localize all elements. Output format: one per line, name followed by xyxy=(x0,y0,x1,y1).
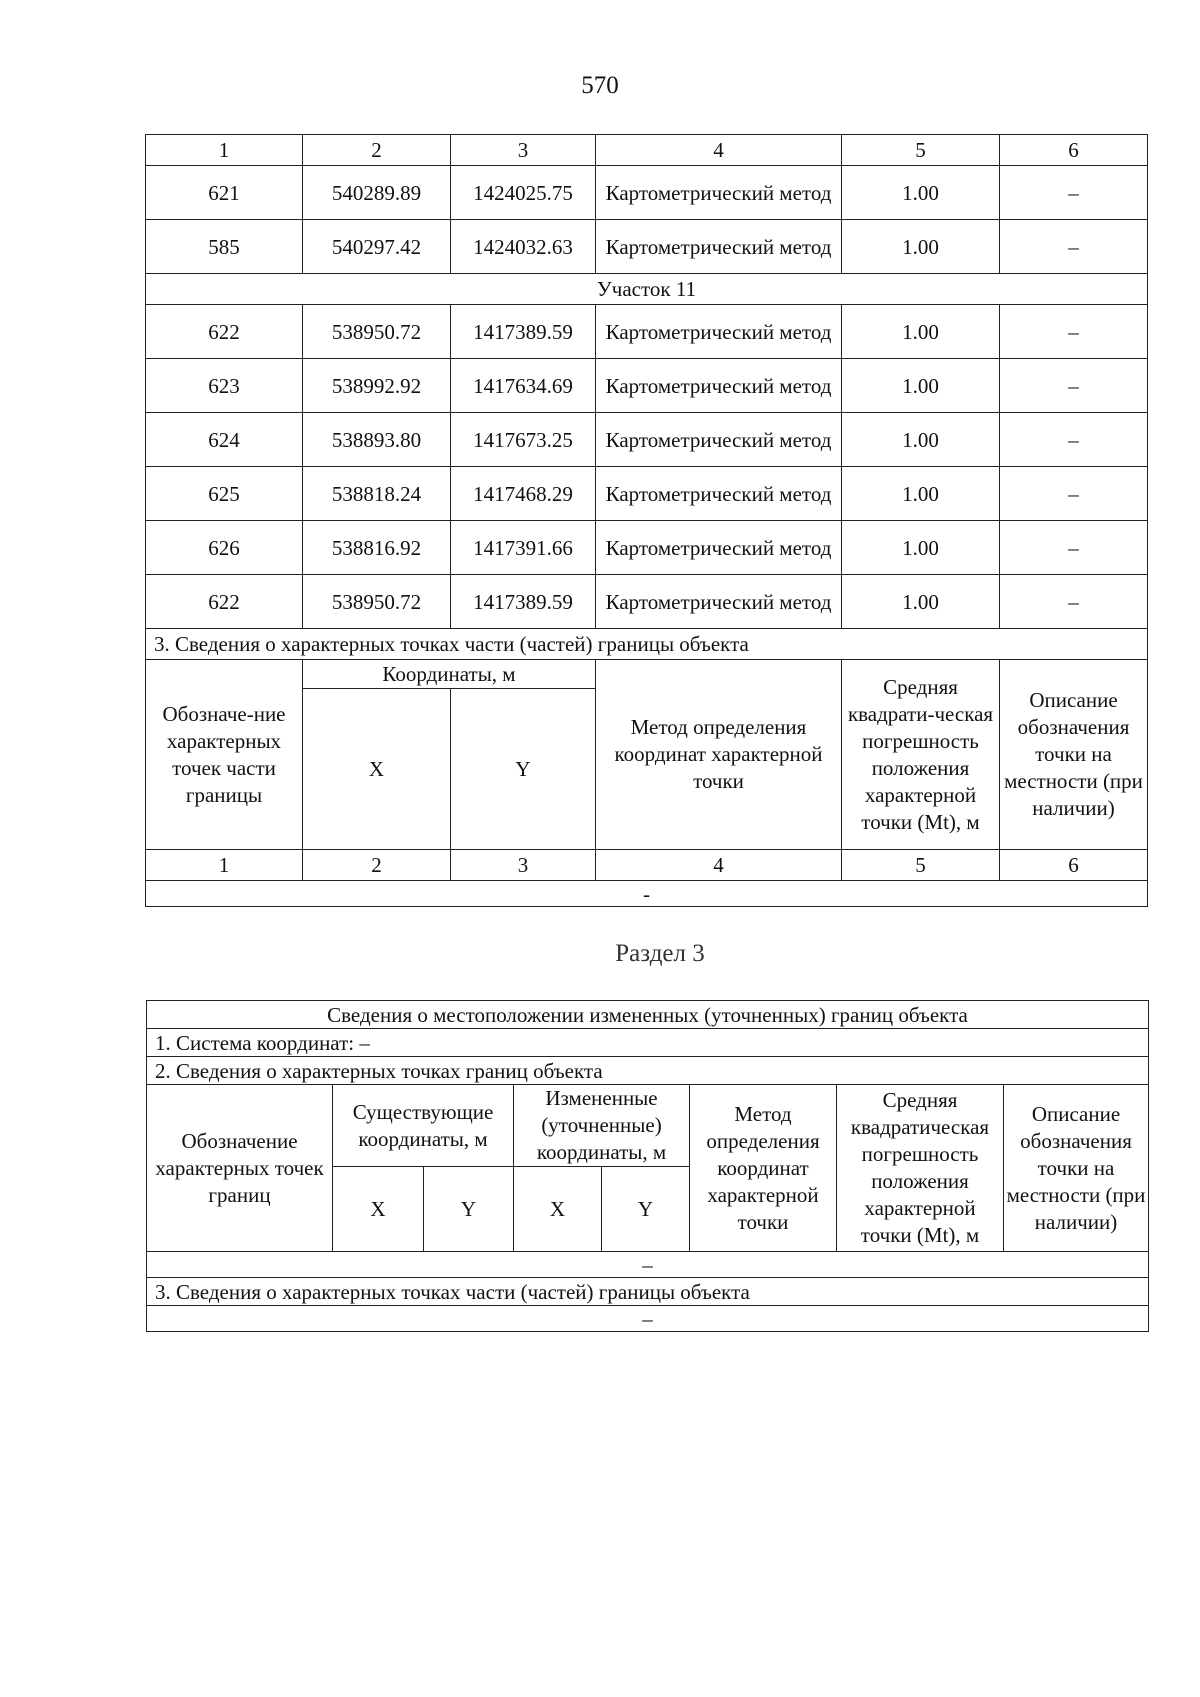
method: Картометрический метод xyxy=(596,467,842,521)
page-number: 570 xyxy=(581,72,619,99)
title-row xyxy=(147,1001,1149,1029)
col-number: 2 xyxy=(303,135,451,166)
mt-value: 1.00 xyxy=(842,521,1000,575)
point-id: 622 xyxy=(146,305,303,359)
empty-row xyxy=(146,881,1148,907)
col-number: 6 xyxy=(1000,135,1148,166)
table-row xyxy=(146,575,1148,629)
section-title: Раздел 3 xyxy=(615,940,705,967)
method: Картометрический метод xyxy=(596,166,842,220)
coord-y: 1417468.29 xyxy=(451,467,596,521)
table-row xyxy=(146,413,1148,467)
description: – xyxy=(1000,166,1148,220)
boundary-points-heading: 2. Сведения о характерных точках границ объекта xyxy=(147,1057,1149,1085)
description: – xyxy=(1000,413,1148,467)
table-row xyxy=(146,467,1148,521)
part-heading: 3. Сведения о характерных точках части (частей) границы объекта xyxy=(146,629,1148,660)
uchastok-row xyxy=(146,274,1148,305)
coord-x: 538950.72 xyxy=(303,575,451,629)
header-mt: Средняя квадратическая погрешность положения характерной точки (Mt), м xyxy=(837,1085,1004,1252)
coord-y: 1424032.63 xyxy=(451,220,596,274)
header-row xyxy=(147,1085,1149,1167)
description: – xyxy=(1000,305,1148,359)
header-mt: Средняя квадрати-ческая погрешность положения характерной точки (Mt), м xyxy=(842,660,1000,850)
coord-y: 1424025.75 xyxy=(451,166,596,220)
mt-value: 1.00 xyxy=(842,220,1000,274)
header-existing-x: X xyxy=(333,1167,424,1252)
mt-value: 1.00 xyxy=(842,413,1000,467)
part-heading-row xyxy=(147,1278,1149,1306)
col-number: 6 xyxy=(1000,850,1148,881)
empty-marker: - xyxy=(146,881,1148,907)
col-number: 3 xyxy=(451,850,596,881)
table-row xyxy=(146,359,1148,413)
header-x: X xyxy=(303,689,451,850)
empty-marker: – xyxy=(147,1306,1149,1332)
description: – xyxy=(1000,521,1148,575)
method: Картометрический метод xyxy=(596,305,842,359)
coord-x: 538816.92 xyxy=(303,521,451,575)
table2-title: Сведения о местоположении измененных (уточненных) границ объекта xyxy=(147,1001,1149,1029)
header-existing-y: Y xyxy=(424,1167,514,1252)
boundary-points-table xyxy=(145,134,1148,907)
table-row xyxy=(146,521,1148,575)
coord-x: 538818.24 xyxy=(303,467,451,521)
coord-x: 540297.42 xyxy=(303,220,451,274)
col-number: 1 xyxy=(146,850,303,881)
col-number: 4 xyxy=(596,135,842,166)
mt-value: 1.00 xyxy=(842,359,1000,413)
point-id: 626 xyxy=(146,521,303,575)
boundary-points-row xyxy=(147,1057,1149,1085)
point-id: 585 xyxy=(146,220,303,274)
point-id: 624 xyxy=(146,413,303,467)
coord-y: 1417391.66 xyxy=(451,521,596,575)
part-header-row xyxy=(146,660,1148,689)
point-id: 625 xyxy=(146,467,303,521)
changed-boundaries-table xyxy=(146,1000,1149,1332)
point-id: 623 xyxy=(146,359,303,413)
coord-x: 538893.80 xyxy=(303,413,451,467)
coord-y: 1417389.59 xyxy=(451,575,596,629)
header-existing-coords: Существующие координаты, м xyxy=(333,1085,514,1167)
method: Картометрический метод xyxy=(596,521,842,575)
uchastok-label: Участок 11 xyxy=(146,274,1148,305)
method: Картометрический метод xyxy=(596,359,842,413)
part-column-number-row xyxy=(146,850,1148,881)
col-number: 4 xyxy=(596,850,842,881)
header-changed-coords: Измененные (уточненные) координаты, м xyxy=(514,1085,690,1167)
description: – xyxy=(1000,359,1148,413)
header-changed-y: Y xyxy=(602,1167,690,1252)
coord-x: 538950.72 xyxy=(303,305,451,359)
coord-system: 1. Система координат: – xyxy=(147,1029,1149,1057)
mt-value: 1.00 xyxy=(842,166,1000,220)
method: Картометрический метод xyxy=(596,575,842,629)
mt-value: 1.00 xyxy=(842,575,1000,629)
header-method: Метод определения координат характерной точки xyxy=(596,660,842,850)
header-changed-x: X xyxy=(514,1167,602,1252)
coord-y: 1417389.59 xyxy=(451,305,596,359)
description: – xyxy=(1000,575,1148,629)
method: Картометрический метод xyxy=(596,220,842,274)
point-id: 621 xyxy=(146,166,303,220)
col-number: 2 xyxy=(303,850,451,881)
header-method: Метод определения координат характерной точки xyxy=(690,1085,837,1252)
description: – xyxy=(1000,220,1148,274)
header-y: Y xyxy=(451,689,596,850)
method: Картометрический метод xyxy=(596,413,842,467)
table-row xyxy=(146,305,1148,359)
coord-y: 1417673.25 xyxy=(451,413,596,467)
empty-row xyxy=(147,1306,1149,1332)
empty-row xyxy=(147,1252,1149,1278)
header-designation: Обозначение характерных точек границ xyxy=(147,1085,333,1252)
coord-y: 1417634.69 xyxy=(451,359,596,413)
mt-value: 1.00 xyxy=(842,467,1000,521)
header-description: Описание обозначения точки на местности (при наличии) xyxy=(1000,660,1148,850)
col-number: 5 xyxy=(842,850,1000,881)
part-heading-row xyxy=(146,629,1148,660)
part-heading: 3. Сведения о характерных точках части (частей) границы объекта xyxy=(147,1278,1149,1306)
description: – xyxy=(1000,467,1148,521)
col-number: 3 xyxy=(451,135,596,166)
header-coords: Координаты, м xyxy=(303,660,596,689)
column-number-row xyxy=(146,135,1148,166)
point-id: 622 xyxy=(146,575,303,629)
header-designation: Обозначе-ние характерных точек части границы xyxy=(146,660,303,850)
col-number: 5 xyxy=(842,135,1000,166)
table-row xyxy=(146,220,1148,274)
header-description: Описание обозначения точки на местности (при наличии) xyxy=(1004,1085,1149,1252)
empty-marker: – xyxy=(147,1252,1149,1278)
coord-x: 538992.92 xyxy=(303,359,451,413)
col-number: 1 xyxy=(146,135,303,166)
coord-system-row xyxy=(147,1029,1149,1057)
mt-value: 1.00 xyxy=(842,305,1000,359)
coord-x: 540289.89 xyxy=(303,166,451,220)
table-row xyxy=(146,166,1148,220)
